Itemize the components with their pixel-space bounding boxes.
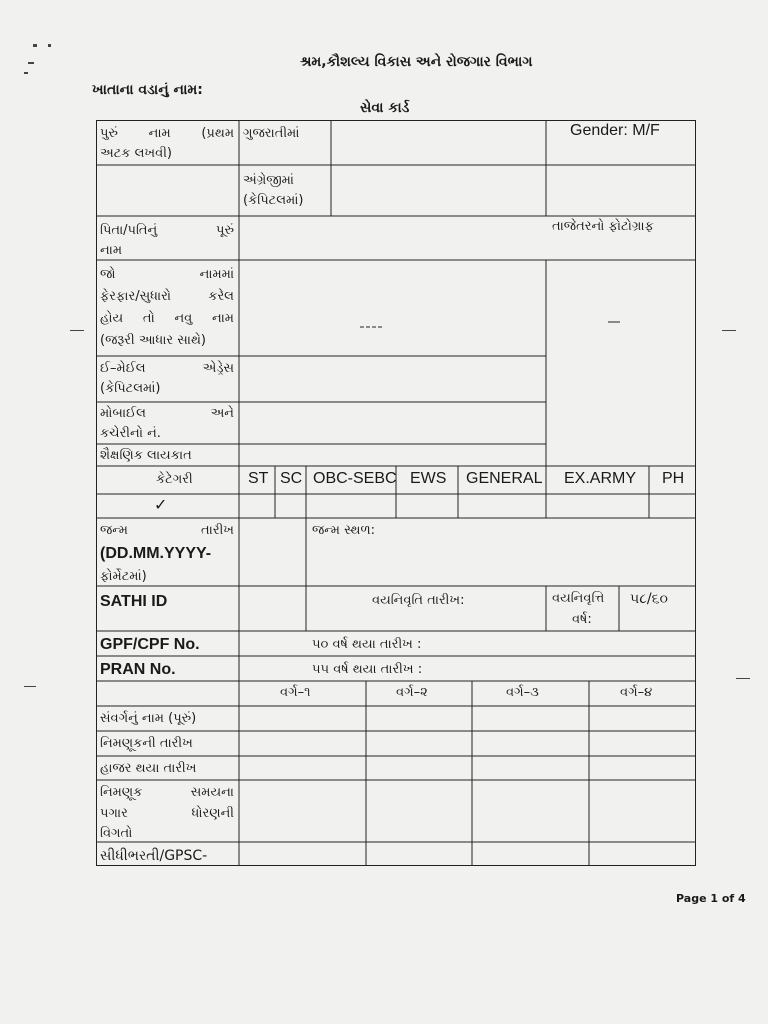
name-change-label-line3: હોય તો નવુ નામ: [100, 311, 234, 326]
mobile-label-line1: મોબાઈલ અને: [100, 406, 234, 421]
father-name-label-line2: નામ: [100, 243, 123, 258]
scan-speck: [48, 44, 51, 47]
dob-label-line1: જન્મ તારીખ: [100, 523, 234, 538]
retirement-age-value: ૫૮/૬૦: [630, 591, 668, 607]
category-st: ST: [248, 470, 269, 487]
name-change-label-line4: (જરૂરી આધાર સાથે): [100, 333, 206, 348]
page-number: Page 1 of 4: [676, 892, 746, 905]
category-ex-army: EX.ARMY: [564, 470, 637, 487]
category-obc-sebc: OBC-SEBC: [313, 470, 397, 487]
retirement-age-label-line2: વર્ષ:: [572, 612, 592, 627]
scan-speck: [33, 44, 37, 47]
gender-label: Gender: M/F: [570, 122, 660, 139]
category-ews: EWS: [410, 470, 447, 487]
class-1-header: વર્ગ–૧: [280, 685, 311, 700]
retirement-age-label-line1: વયનિવૃત્તિ: [552, 591, 605, 606]
dob-label-line2: (DD.MM.YYYY-: [100, 545, 212, 562]
in-gujarati-label: ગુજરાતીમાં: [243, 126, 300, 141]
scan-mark: [736, 678, 750, 679]
pay-scale-label-line1: નિમણૂક સમયના: [100, 785, 234, 800]
joining-date-label: હાજર થયા તારીખ: [100, 761, 197, 776]
photo-label: તાજેતરનો ફોટોગ્રાફ: [552, 219, 654, 234]
cadre-name-label: સંવર્ગનું નામ (પૂરું): [100, 711, 197, 726]
category-label: કેટેગરી: [156, 472, 193, 487]
qualification-label: શૈક્ષણિક લાયકાત: [100, 448, 192, 463]
in-english-label-line2: (કેપિટલમાં): [243, 193, 304, 208]
category-ph: PH: [662, 470, 685, 487]
scan-mark: [24, 686, 36, 687]
scan-speck: [24, 72, 28, 74]
pran-label: PRAN No.: [100, 661, 176, 678]
scan-speck: [28, 62, 34, 64]
in-english-label-line1: અંગ્રેજીમાં: [243, 173, 294, 188]
head-of-office-label: ખાતાના વડાનું નામ:: [92, 82, 203, 98]
category-sc: SC: [280, 470, 303, 487]
name-change-label-line1: જો નામમાં: [100, 267, 234, 282]
full-name-label-line2: અટક લખવી): [100, 146, 172, 161]
retirement-date-label: વયનિવૃતિ તારીખ:: [372, 593, 465, 608]
age-50-date-label: ૫૦ વર્ષ થયા તારીખ :: [312, 637, 422, 652]
dob-label-line3: ફોર્મેટમાં): [100, 569, 147, 584]
check-mark-icon: ✓: [154, 495, 168, 514]
gpf-cpf-label: GPF/CPF No.: [100, 636, 200, 653]
appointment-date-label: નિમણૂકની તારીખ: [100, 736, 193, 751]
sathi-id-label: SATHI ID: [100, 593, 168, 610]
recruitment-label: સીધીભરતી/GPSC-: [100, 848, 208, 864]
scan-mark: [70, 330, 84, 331]
email-label-line2: (કેપિટલમાં): [100, 381, 161, 396]
email-label-line1: ઈ–મેઈલ એડ્રેસ: [100, 361, 234, 376]
age-55-date-label: ૫૫ વર્ષ થયા તારીખ :: [312, 662, 423, 677]
category-general: GENERAL: [466, 470, 543, 487]
scan-mark: [722, 330, 736, 331]
service-card-table: [96, 120, 696, 866]
class-4-header: વર્ગ–૪: [620, 685, 653, 700]
pay-scale-label-line2: પગાર ધોરણની: [100, 806, 234, 821]
class-3-header: વર્ગ–૩: [506, 685, 539, 700]
service-card-title: સેવા કાર્ડ: [360, 100, 410, 116]
name-change-label-line2: ફેરફાર/સુધારો કરેલ: [100, 289, 234, 304]
department-title: શ્રમ,કૌશલ્ય વિકાસ અને રોજગાર વિભાગ: [300, 54, 533, 70]
father-name-label-line1: પિતા/પતિનું પૂરું: [100, 223, 234, 238]
mobile-label-line2: કચેરીનો નં.: [100, 426, 161, 441]
class-2-header: વર્ગ–૨: [396, 685, 428, 700]
full-name-label-line1: પુરું નામ (પ્રથમ: [100, 126, 234, 141]
pay-scale-label-line3: વિગતો: [100, 826, 133, 841]
birth-place-label: જન્મ સ્થળ:: [312, 523, 376, 538]
